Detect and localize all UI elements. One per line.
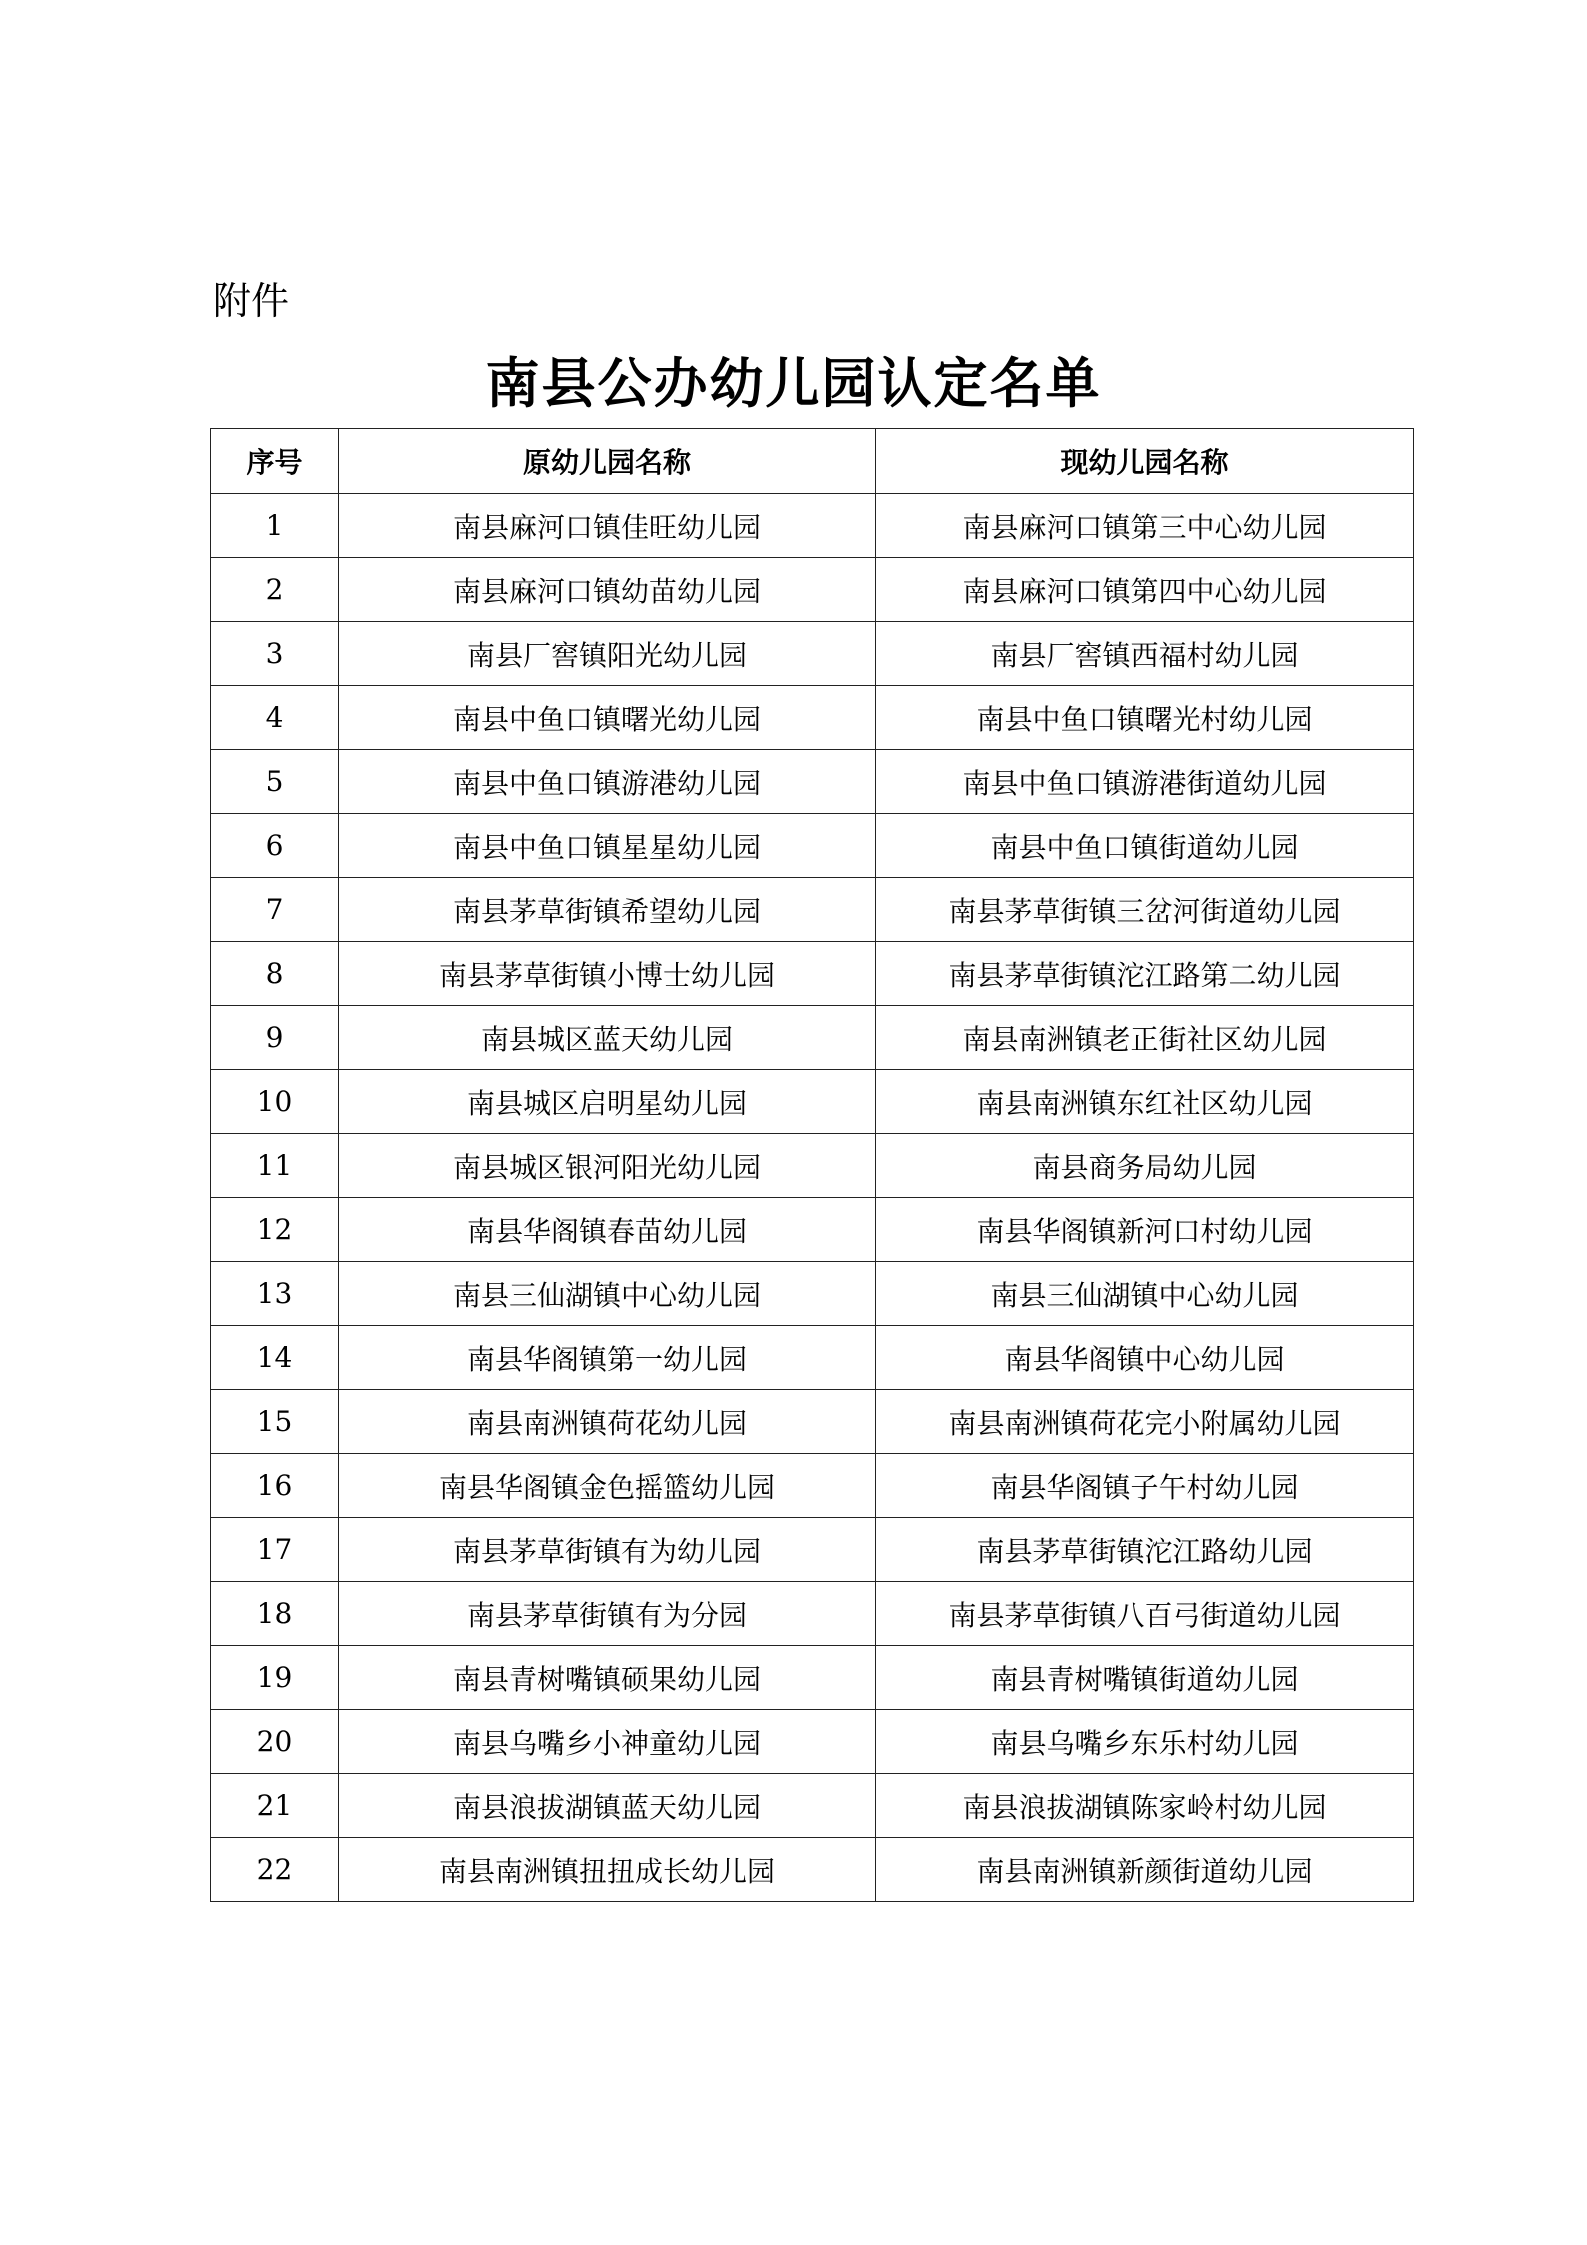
table-row	[211, 1134, 1414, 1198]
current-name-cell: 南县茅草街镇沱江路幼儿园	[876, 1518, 1414, 1582]
original-name-cell: 南县中鱼口镇游港幼儿园	[339, 750, 876, 814]
header-serial-number: 序号	[211, 429, 339, 494]
current-name-cell: 南县商务局幼儿园	[876, 1134, 1414, 1198]
serial-number-cell: 5	[211, 750, 339, 814]
current-name-cell: 南县麻河口镇第三中心幼儿园	[876, 494, 1414, 558]
table-row	[211, 1582, 1414, 1646]
serial-number-cell: 4	[211, 686, 339, 750]
serial-number-cell: 14	[211, 1326, 339, 1390]
table-row	[211, 942, 1414, 1006]
original-name-cell: 南县城区银河阳光幼儿园	[339, 1134, 876, 1198]
header-row	[211, 429, 1414, 494]
header-current-name: 现幼儿园名称	[876, 429, 1414, 494]
serial-number-cell: 11	[211, 1134, 339, 1198]
serial-number-cell: 22	[211, 1838, 339, 1902]
serial-number-cell: 20	[211, 1710, 339, 1774]
table-row	[211, 1390, 1414, 1454]
current-name-cell: 南县茅草街镇沱江路第二幼儿园	[876, 942, 1414, 1006]
table-row	[211, 1070, 1414, 1134]
original-name-cell: 南县浪拔湖镇蓝天幼儿园	[339, 1774, 876, 1838]
table-row	[211, 1198, 1414, 1262]
original-name-cell: 南县茅草街镇希望幼儿园	[339, 878, 876, 942]
serial-number-cell: 7	[211, 878, 339, 942]
original-name-cell: 南县南洲镇扭扭成长幼儿园	[339, 1838, 876, 1902]
current-name-cell: 南县麻河口镇第四中心幼儿园	[876, 558, 1414, 622]
current-name-cell: 南县华阁镇中心幼儿园	[876, 1326, 1414, 1390]
document-title: 南县公办幼儿园认定名单	[485, 351, 1102, 415]
original-name-cell: 南县青树嘴镇硕果幼儿园	[339, 1646, 876, 1710]
original-name-cell: 南县茅草街镇有为分园	[339, 1582, 876, 1646]
current-name-cell: 南县浪拔湖镇陈家岭村幼儿园	[876, 1774, 1414, 1838]
original-name-cell: 南县城区蓝天幼儿园	[339, 1006, 876, 1070]
original-name-cell: 南县厂窖镇阳光幼儿园	[339, 622, 876, 686]
table-row	[211, 1006, 1414, 1070]
current-name-cell: 南县茅草街镇八百弓街道幼儿园	[876, 1582, 1414, 1646]
serial-number-cell: 1	[211, 494, 339, 558]
table-row	[211, 1774, 1414, 1838]
current-name-cell: 南县南洲镇荷花完小附属幼儿园	[876, 1390, 1414, 1454]
table-row	[211, 1838, 1414, 1902]
current-name-cell: 南县厂窖镇西福村幼儿园	[876, 622, 1414, 686]
serial-number-cell: 21	[211, 1774, 339, 1838]
serial-number-cell: 10	[211, 1070, 339, 1134]
attachment-label: 附件	[213, 279, 290, 323]
table-row	[211, 1326, 1414, 1390]
current-name-cell: 南县南洲镇东红社区幼儿园	[876, 1070, 1414, 1134]
original-name-cell: 南县中鱼口镇星星幼儿园	[339, 814, 876, 878]
original-name-cell: 南县城区启明星幼儿园	[339, 1070, 876, 1134]
table-body	[211, 494, 1414, 1902]
serial-number-cell: 12	[211, 1198, 339, 1262]
original-name-cell: 南县华阁镇春苗幼儿园	[339, 1198, 876, 1262]
table-row	[211, 1454, 1414, 1518]
table-row	[211, 686, 1414, 750]
current-name-cell: 南县乌嘴乡东乐村幼儿园	[876, 1710, 1414, 1774]
original-name-cell: 南县茅草街镇小博士幼儿园	[339, 942, 876, 1006]
original-name-cell: 南县华阁镇第一幼儿园	[339, 1326, 876, 1390]
original-name-cell: 南县麻河口镇佳旺幼儿园	[339, 494, 876, 558]
original-name-cell: 南县三仙湖镇中心幼儿园	[339, 1262, 876, 1326]
serial-number-cell: 13	[211, 1262, 339, 1326]
table-row	[211, 494, 1414, 558]
serial-number-cell: 18	[211, 1582, 339, 1646]
current-name-cell: 南县华阁镇子午村幼儿园	[876, 1454, 1414, 1518]
original-name-cell: 南县麻河口镇幼苗幼儿园	[339, 558, 876, 622]
serial-number-cell: 17	[211, 1518, 339, 1582]
table-row	[211, 622, 1414, 686]
original-name-cell: 南县华阁镇金色摇篮幼儿园	[339, 1454, 876, 1518]
table-row	[211, 558, 1414, 622]
current-name-cell: 南县中鱼口镇曙光村幼儿园	[876, 686, 1414, 750]
table-row	[211, 878, 1414, 942]
table-row	[211, 1710, 1414, 1774]
serial-number-cell: 9	[211, 1006, 339, 1070]
table-header	[211, 429, 1414, 494]
current-name-cell: 南县南洲镇老正街社区幼儿园	[876, 1006, 1414, 1070]
table-row	[211, 814, 1414, 878]
header-original-name: 原幼儿园名称	[339, 429, 876, 494]
current-name-cell: 南县南洲镇新颜街道幼儿园	[876, 1838, 1414, 1902]
current-name-cell: 南县中鱼口镇街道幼儿园	[876, 814, 1414, 878]
original-name-cell: 南县南洲镇荷花幼儿园	[339, 1390, 876, 1454]
current-name-cell: 南县三仙湖镇中心幼儿园	[876, 1262, 1414, 1326]
table-row	[211, 750, 1414, 814]
serial-number-cell: 2	[211, 558, 339, 622]
original-name-cell: 南县中鱼口镇曙光幼儿园	[339, 686, 876, 750]
serial-number-cell: 19	[211, 1646, 339, 1710]
serial-number-cell: 3	[211, 622, 339, 686]
current-name-cell: 南县中鱼口镇游港街道幼儿园	[876, 750, 1414, 814]
original-name-cell: 南县茅草街镇有为幼儿园	[339, 1518, 876, 1582]
table-row	[211, 1518, 1414, 1582]
table-row	[211, 1262, 1414, 1326]
serial-number-cell: 15	[211, 1390, 339, 1454]
serial-number-cell: 16	[211, 1454, 339, 1518]
original-name-cell: 南县乌嘴乡小神童幼儿园	[339, 1710, 876, 1774]
table-row	[211, 1646, 1414, 1710]
current-name-cell: 南县青树嘴镇街道幼儿园	[876, 1646, 1414, 1710]
kindergarten-list-table	[210, 428, 1414, 1902]
serial-number-cell: 8	[211, 942, 339, 1006]
current-name-cell: 南县茅草街镇三岔河街道幼儿园	[876, 878, 1414, 942]
current-name-cell: 南县华阁镇新河口村幼儿园	[876, 1198, 1414, 1262]
serial-number-cell: 6	[211, 814, 339, 878]
